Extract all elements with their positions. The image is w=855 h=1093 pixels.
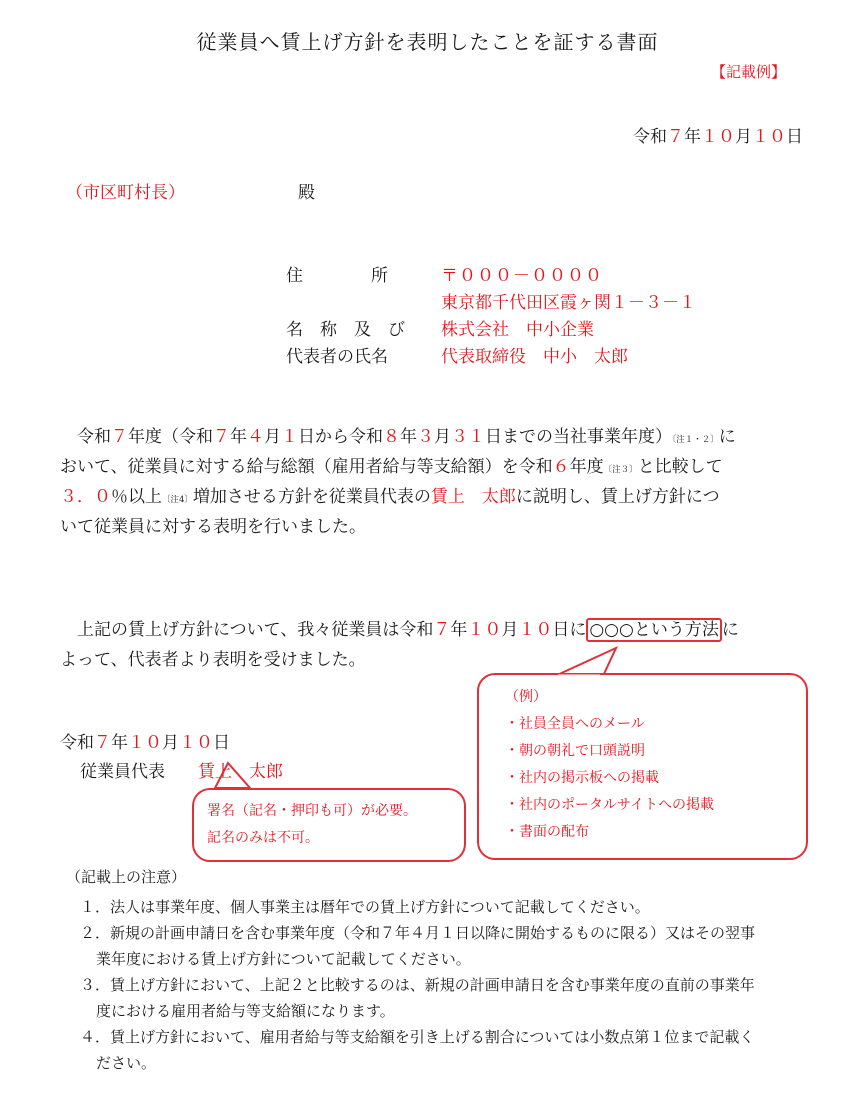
address-label: 住 所 xyxy=(286,266,388,286)
signature-date: 令和７年１０月１０日 xyxy=(60,733,230,753)
list-item: ・書面の配布 xyxy=(505,824,589,840)
callout-signature-line-2: 記名のみは不可。 xyxy=(207,830,319,846)
note-item-2-cont: 業年度における賃上げ方針について記載してください。 xyxy=(96,950,471,968)
note-item-1: １．法人は事業年度、個人事業主は暦年での賃上げ方針について記載してください。 xyxy=(80,898,650,916)
note-ref-3: 〔注３〕 xyxy=(603,465,638,475)
issue-date-year: ７ xyxy=(667,127,684,147)
note-item-3: ３．賃上げ方針において、上記２と比較するのは、新規の計画申請日を含む事業年度の直前の事業年 xyxy=(80,976,755,994)
paragraph-1-line-4: いて従業員に対する表明を行いました。 xyxy=(60,517,366,537)
method-placeholder: ○○○という方法 xyxy=(586,618,722,642)
paragraph-2-line-2: よって、代表者より表明を受けました。 xyxy=(60,650,366,670)
sender-address: 東京都千代田区霞ヶ関１－３－１ xyxy=(441,293,696,313)
postal-code: 〒０００－００００ xyxy=(441,266,603,286)
issue-date-era: 令和 xyxy=(633,127,667,147)
employee-rep-label: 従業員代表 xyxy=(80,762,165,782)
note-item-4: ４．賃上げ方針において、雇用者給与等支給額を引き上げる割合については小数点第１位まで記載く xyxy=(80,1028,755,1046)
employee-rep-name: 賃上 太郎 xyxy=(198,762,283,782)
callout-method-heading: （例） xyxy=(505,689,547,705)
issue-date-month: １０ xyxy=(701,127,735,147)
issue-date-day: １０ xyxy=(752,127,786,147)
representative-label: 代表者の氏名 xyxy=(286,347,388,367)
company-name: 株式会社 中小企業 xyxy=(441,320,594,340)
issue-date-day-unit: 日 xyxy=(786,127,803,147)
paragraph-1-line-2: おいて、従業員に対する給与総額（雇用者給与等支給額）を令和６年度$^{〔注3〕}$と比較して xyxy=(60,457,723,477)
addressee-name: （市区町村長） xyxy=(66,183,185,203)
callout-signature-line-1: 署名（記名・押印も可）が必要。 xyxy=(207,803,417,819)
paragraph-1-line-3: ３．０％以上$^{〔注4〕}$増加させる方針を従業員代表の賃上 太郎に説明し、賃上げ方針につ xyxy=(60,487,720,507)
notes-heading: （記載上の注意） xyxy=(66,868,187,886)
example-tag: 【記載例】 xyxy=(711,63,787,81)
issue-date-month-unit: 月 xyxy=(735,127,752,147)
list-item: ・朝の朝礼で口頭説明 xyxy=(505,743,645,759)
list-item: ・社員全員へのメール xyxy=(505,716,645,732)
paragraph-2-line-1: 上記の賃上げ方針について、我々従業員は令和７年１０月１０日に ○○○という方法 に xyxy=(77,620,739,640)
issue-date-year-unit: 年 xyxy=(684,127,701,147)
addressee-honorific: 殿 xyxy=(298,183,315,203)
note-item-2: ２．新規の計画申請日を含む事業年度（令和７年４月１日以降に開始するものに限る）又はその翌事 xyxy=(80,924,756,942)
note-item-4-cont: ださい。 xyxy=(96,1054,157,1072)
paragraph-1-line-1: 令和７年度（令和７年４月１日から令和８年３月３１日までの当社事業年度）$^{〔注1・2〕}$に xyxy=(77,427,736,447)
list-item: ・社内のポータルサイトへの掲載 xyxy=(505,797,715,813)
company-label: 名 称 及 び xyxy=(286,320,405,340)
notes-list xyxy=(80,894,755,1076)
representative-name: 代表取締役 中小 太郎 xyxy=(441,347,628,367)
note-ref-4: 〔注4〕 xyxy=(162,495,193,505)
note-item-3-cont: 度における雇用者給与等支給額になります。 xyxy=(96,1002,395,1020)
callout-signature-requirement xyxy=(192,788,466,862)
list-item: ・社内の掲示板への掲載 xyxy=(505,770,659,786)
document-title: 従業員へ賃上げ方針を表明したことを証する書面 xyxy=(196,30,659,54)
note-ref-1-2: 〔注１・２〕 xyxy=(672,435,719,445)
